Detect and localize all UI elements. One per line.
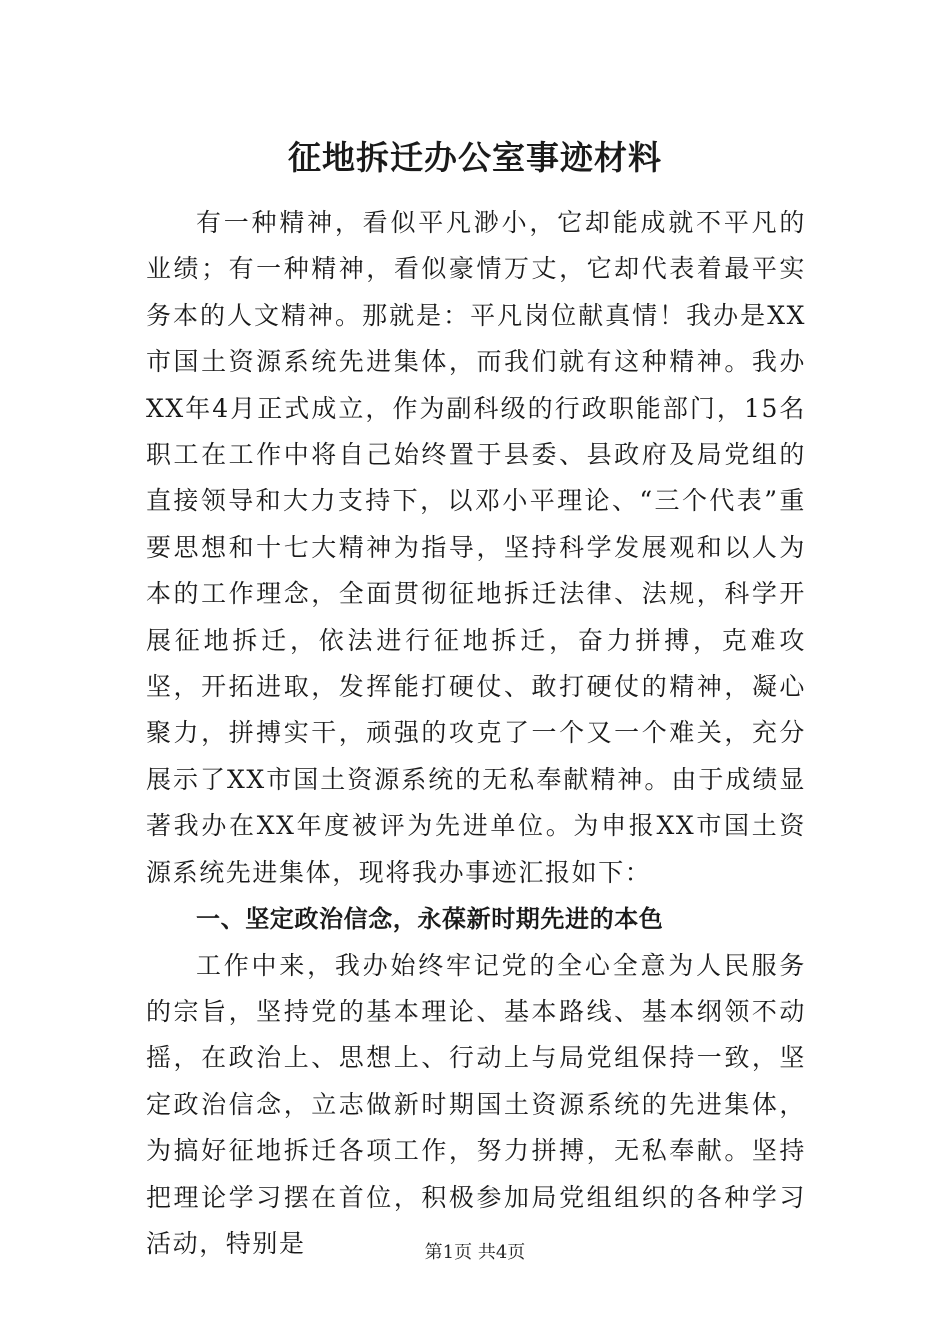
document-body	[146, 200, 806, 1267]
section-heading: 一、坚定政治信念，永葆新时期先进的本色	[196, 905, 664, 934]
body-paragraph-intro: 有一种精神，看似平凡渺小，它却能成就不平凡的业绩；有一种精神，看似豪情万丈，它却代表着最平实务本的人文精神。那就是：平凡岗位献真情！我办是XX市国土资源系统先进集体，而我们就有这种精神。我办XX年4月正式成立，作为副科级的行政职能部门，15名职工在工作中将自己始终置于县委、县政府及局党组的直接领导和大力支持下，以邓小平理论、“三个代表”重要思想和十七大精神为指导，坚持科学发展观和以人为本的工作理念，全面贯彻征地拆迁法律、法规，科学开展征地拆迁，依法进行征地拆迁，奋力拼搏，克难攻坚，开拓进取，发挥能打硬仗、敢打硬仗的精神，凝心聚力，拼搏实干，顽强的攻克了一个又一个难关，充分展示了XX市国土资源系统的无私奉献精神。由于成绩显著我办在XX年度被评为先进单位。为申报XX市国土资源系统先进集体，现将我办事迹汇报如下：	[146, 208, 806, 887]
document-title: 征地拆迁办公室事迹材料	[288, 138, 662, 177]
body-paragraph-section-one: 工作中来，我办始终牢记党的全心全意为人民服务的宗旨，坚持党的基本理论、基本路线、基本纲领不动摇，在政治上、思想上、行动上与局党组保持一致，坚定政治信念，立志做新时期国土资源系统的先进集体，为搞好征地拆迁各项工作，努力拼搏，无私奉献。坚持把理论学习摆在首位，积极参加局党组组织的各种学习活动，特别是	[146, 950, 806, 1258]
page-number-footer: 第1页 共4页	[424, 1242, 526, 1263]
